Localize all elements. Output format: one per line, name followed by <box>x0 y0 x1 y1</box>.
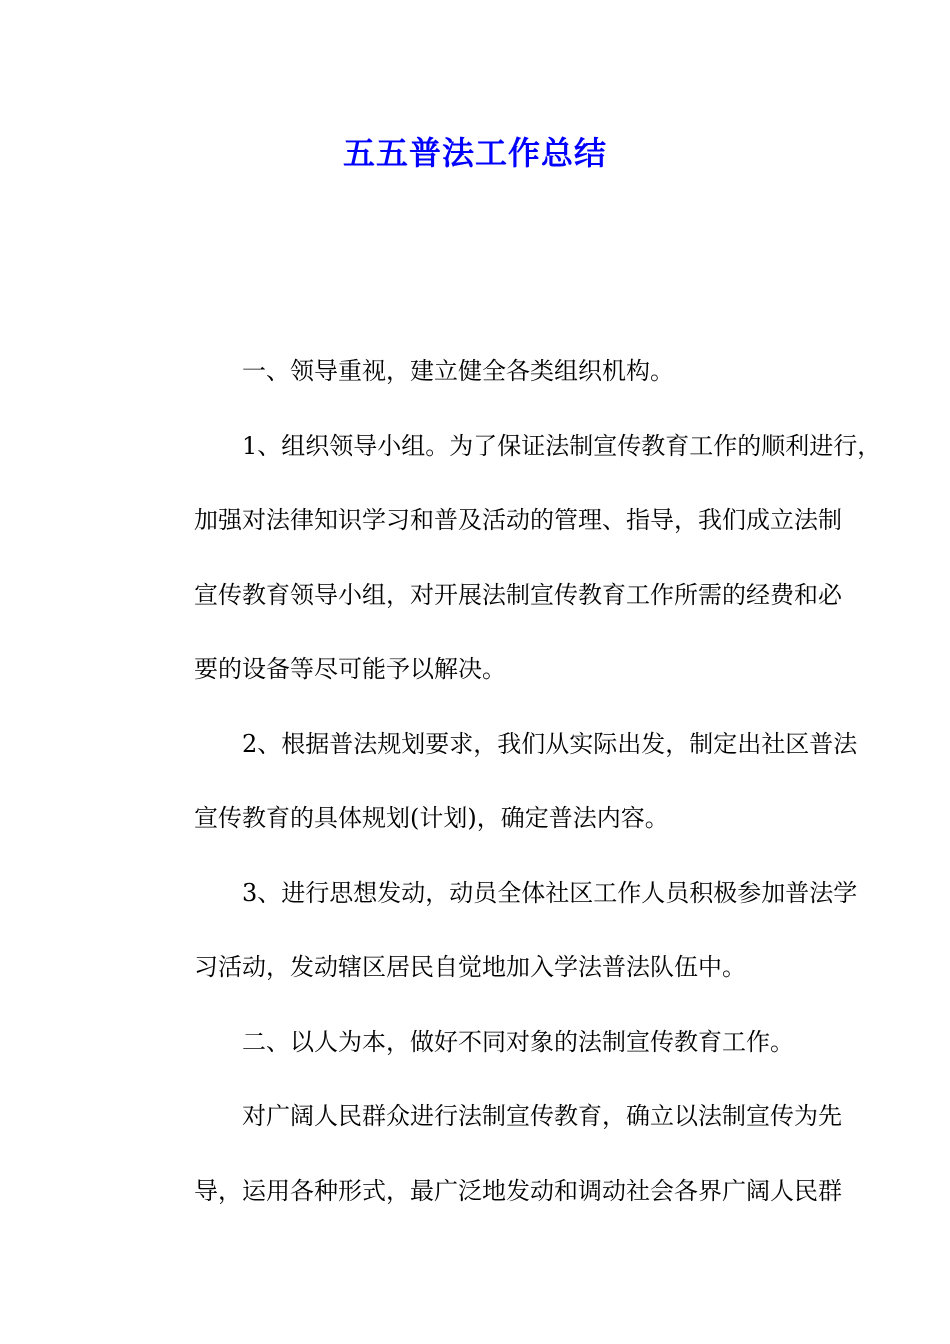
text-line: 要的设备等尽可能予以解决。 <box>194 655 506 683</box>
text-line: 3、进行思想发动，动员全体社区工作人员积极参加普法学 <box>242 878 858 907</box>
text-line: 加强对法律知识学习和普及活动的管理、指导，我们成立法制 <box>194 506 842 534</box>
text-line: 宣传教育领导小组，对开展法制宣传教育工作所需的经费和必 <box>194 580 842 609</box>
paragraph-item-1 <box>146 409 882 707</box>
paragraph-item-3 <box>146 856 858 1005</box>
text-line: 2、根据普法规划要求，我们从实际出发，制定出社区普法 <box>242 729 858 758</box>
text-line: 对广阔人民群众进行法制宣传教育，确立以法制宣传为先 <box>242 1102 842 1130</box>
text-line: 1、组织领导小组。为了保证法制宣传教育工作的顺利进行， <box>242 431 882 460</box>
paragraph-section-2-body <box>146 1079 842 1228</box>
paragraph-item-2 <box>146 707 858 856</box>
document-body <box>146 334 882 1228</box>
text-line: 宣传教育的具体规划(计划)，确定普法内容。 <box>194 804 669 832</box>
paragraph-section-2-heading <box>146 1005 826 1080</box>
text-line: 一、领导重视，建立健全各类组织机构。 <box>242 357 674 385</box>
text-line: 导，运用各种形式，最广泛地发动和调动社会各界广阔人民群 <box>194 1176 842 1205</box>
paragraph-section-1-heading <box>146 334 826 409</box>
text-line: 二、以人为本，做好不同对象的法制宣传教育工作。 <box>242 1027 794 1056</box>
text-line: 习活动，发动辖区居民自觉地加入学法普法队伍中。 <box>194 953 746 981</box>
document-title: 五五普法工作总结 <box>342 134 607 172</box>
